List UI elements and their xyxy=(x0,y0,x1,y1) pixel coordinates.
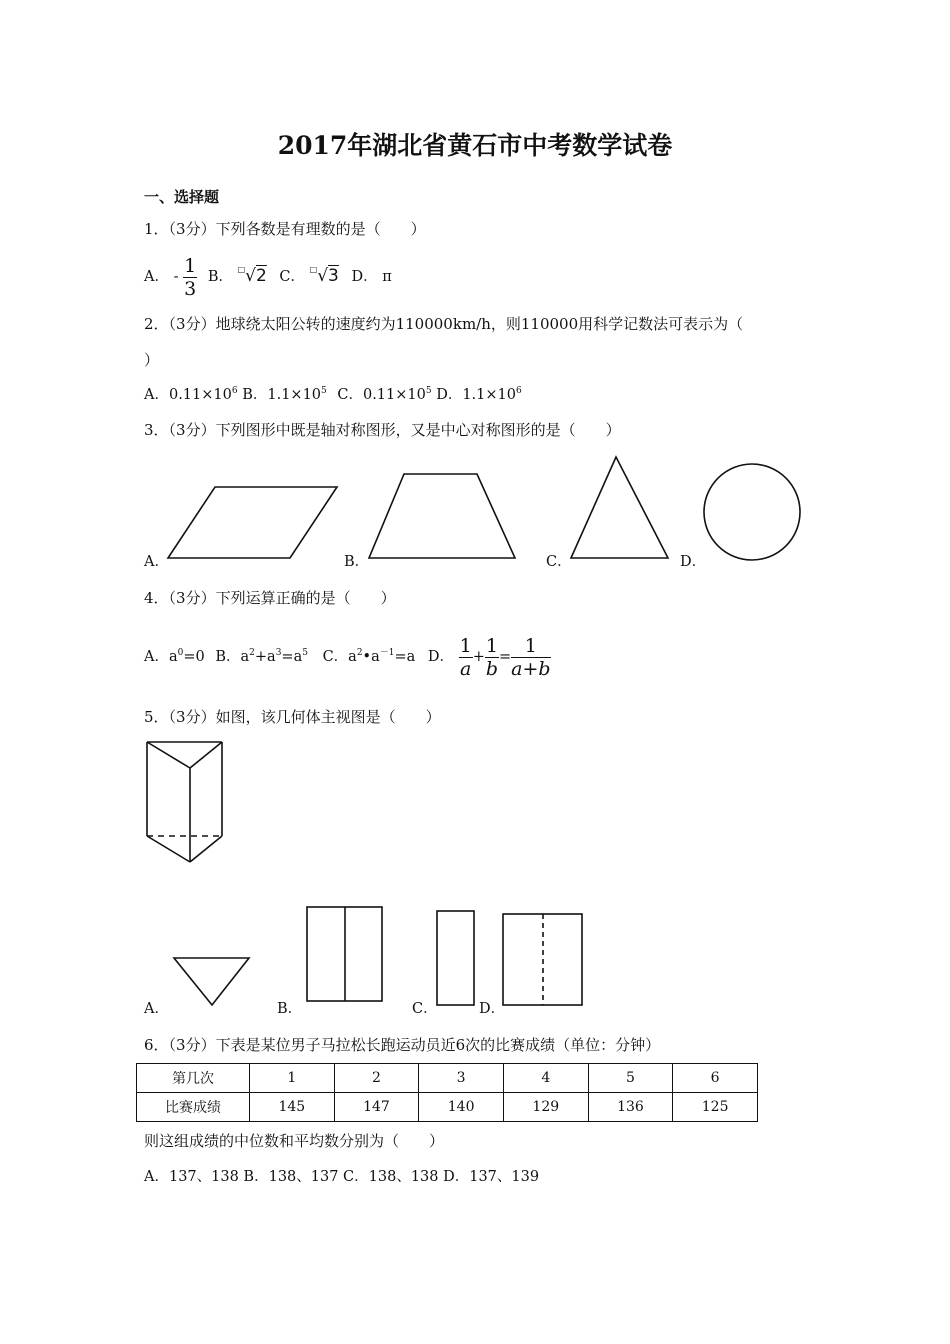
q4-option-a-exp: 0 xyxy=(177,648,184,658)
q2-option-a-exp: 6 xyxy=(231,386,238,396)
q2-option-c-exp: 5 xyxy=(425,386,432,396)
q1-option-a-numerator: 1 xyxy=(184,254,197,277)
table-row xyxy=(137,1064,758,1093)
q4-stem: 4．（3分）下列运算正确的是（ ） xyxy=(144,589,396,607)
q4-option-c-mid: •a xyxy=(362,649,380,665)
q4-d-f2-num: 1 xyxy=(485,634,498,657)
q4-option-b-mid2: =a xyxy=(281,649,303,665)
table-cell: 129 xyxy=(503,1093,588,1122)
q4-d-f3-num: 1 xyxy=(511,635,550,658)
q3-option-c-label: C． xyxy=(546,554,572,570)
q1-option-d-label: D． xyxy=(351,269,378,285)
q4-option-b xyxy=(215,649,308,665)
q2-option-b: B．1.1×10 xyxy=(242,387,322,403)
table-cell: 136 xyxy=(588,1093,673,1122)
q4-option-b-mid: +a xyxy=(254,649,276,665)
q2-option-a: A．0.11×10 xyxy=(144,387,232,403)
q4-option-d-fraction2 xyxy=(485,635,499,680)
q5-option-a-label: A． xyxy=(144,1001,169,1017)
q4-option-c-exp2: －1 xyxy=(379,648,395,658)
q2-option-c: C．0.11×10 xyxy=(337,387,426,403)
q1-option-a-fraction xyxy=(183,255,197,300)
q1-option-c-index: □ xyxy=(309,265,318,274)
table-header-cell: 比赛成绩 xyxy=(137,1093,250,1122)
q4-d-f3-den: a+b xyxy=(511,657,551,680)
q4-option-a-result: =0 xyxy=(183,649,205,665)
table-cell: 1 xyxy=(250,1064,335,1093)
q4-option-a-base: A．a xyxy=(144,649,178,665)
q1-option-a-label: A． xyxy=(144,269,169,285)
q5-option-b-label: B． xyxy=(277,1001,303,1017)
q4-option-b-base: B．a xyxy=(215,649,250,665)
table-cell: 140 xyxy=(419,1093,504,1122)
q4-options xyxy=(144,628,551,682)
q1-options xyxy=(144,248,392,300)
q2-option-d-exp: 6 xyxy=(516,386,522,396)
q1-option-b-label: B． xyxy=(207,269,233,285)
q2-stem-line1: 2．（3分）地球绕太阳公转的速度约为110000km/h，则110000用科学记数法可表示为（ xyxy=(144,315,744,333)
table-cell: 2 xyxy=(334,1064,419,1093)
q3-triangle xyxy=(571,457,668,558)
q5-option-b-figure xyxy=(307,907,382,1001)
table-cell: 3 xyxy=(419,1064,504,1093)
q4-option-b-exp2: 3 xyxy=(275,648,282,658)
q6-stem: 6．（3分）下表是某位男子马拉松长跑运动员近6次的比赛成绩（单位：分钟） xyxy=(144,1036,661,1054)
q4-option-b-exp3: 5 xyxy=(302,648,308,658)
q3-stem: 3．（3分）下列图形中既是轴对称图形，又是中心对称图形的是（ ） xyxy=(144,421,621,439)
q5-option-d-figure xyxy=(503,914,582,1005)
q6-options: A．137、138 B．138、137 C．138、138 D．137、139 xyxy=(144,1169,540,1185)
q4-d-f1-den: a xyxy=(460,657,472,680)
section-title: 一、选择题 xyxy=(144,188,220,206)
q1-option-c-label: C． xyxy=(279,269,306,285)
q1-option-c-root: □√3 xyxy=(309,265,339,286)
page-title: 2017年湖北省黄石市中考数学试卷 xyxy=(277,131,673,160)
q2-options xyxy=(144,383,522,404)
q6-sub-stem: 则这组成绩的中位数和平均数分别为（ ） xyxy=(144,1132,445,1150)
q3-trapezoid xyxy=(369,474,515,558)
q6-score-table xyxy=(136,1063,758,1122)
q3-circle xyxy=(704,464,800,560)
q5-option-c-label: C． xyxy=(412,1001,438,1017)
q5-stem: 5．（3分）如图，该几何体主视图是（ ） xyxy=(144,708,441,726)
q1-option-b-radicand: 2 xyxy=(255,266,267,286)
q4-option-a xyxy=(144,649,205,665)
q3-option-a-label: A． xyxy=(144,554,169,570)
q2-option-d: D．1.1×10 xyxy=(436,387,516,403)
q4-option-c-base: C．a xyxy=(322,649,357,665)
q2-stem-line2: ） xyxy=(144,351,160,369)
q4-option-c xyxy=(323,649,416,665)
q1-option-a-denominator: 3 xyxy=(184,277,197,300)
table-cell: 125 xyxy=(673,1093,758,1122)
q4-option-c-result: =a xyxy=(394,649,416,665)
q4-option-d-fraction1 xyxy=(459,635,473,680)
q1-option-b-index: □ xyxy=(237,265,246,274)
q5-option-d-label: D． xyxy=(479,1001,506,1017)
q4-d-f1-num: 1 xyxy=(459,634,472,657)
q1-option-a-sign: - xyxy=(173,269,179,285)
q3-option-b-label: B． xyxy=(344,554,370,570)
q5-option-a-figure xyxy=(174,958,249,1005)
table-header-cell: 第几次 xyxy=(137,1064,250,1093)
q5-prism xyxy=(147,742,222,862)
q1-option-d-value: π xyxy=(382,269,392,285)
q1-option-c-radicand: 3 xyxy=(328,266,339,286)
q1-stem: 1．（3分）下列各数是有理数的是（ ） xyxy=(144,220,426,238)
table-cell: 147 xyxy=(334,1093,419,1122)
q4-d-plus: + xyxy=(472,649,485,665)
q4-d-eq: = xyxy=(498,649,512,665)
q3-option-d-label: D． xyxy=(680,554,707,570)
q1-option-b-root: □√2 xyxy=(237,265,267,286)
table-cell: 6 xyxy=(673,1064,758,1093)
table-cell: 4 xyxy=(503,1064,588,1093)
q3-parallelogram xyxy=(168,487,337,558)
q5-option-c-figure xyxy=(437,911,474,1005)
table-cell: 145 xyxy=(250,1093,335,1122)
q4-option-d-label: D． xyxy=(427,649,455,665)
q4-option-b-exp1: 2 xyxy=(249,648,255,658)
table-cell: 5 xyxy=(588,1064,673,1093)
q4-d-f2-den: b xyxy=(485,657,499,680)
q4-option-c-exp1: 2 xyxy=(356,648,363,658)
table-row xyxy=(137,1093,758,1122)
q2-option-b-exp: 5 xyxy=(321,386,327,396)
q4-option-d-fraction3 xyxy=(511,635,550,680)
